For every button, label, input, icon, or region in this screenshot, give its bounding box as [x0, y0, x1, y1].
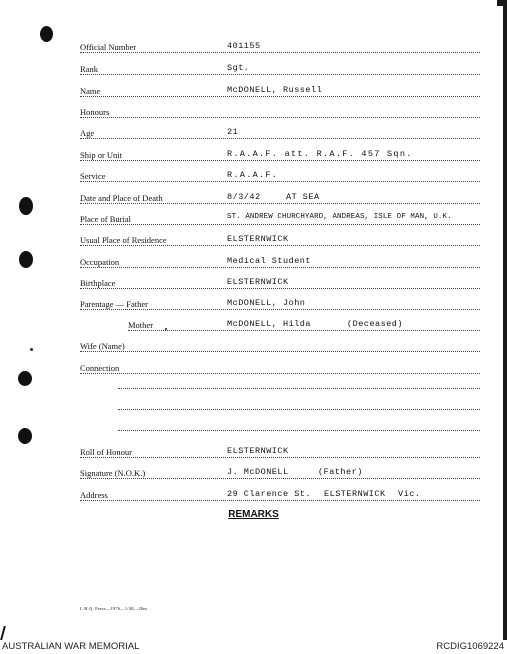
field-label: Connection: [80, 363, 120, 373]
field-value: McDONELL, Russell: [227, 85, 323, 95]
field-age: [80, 128, 480, 142]
field-signature-nok: [80, 468, 480, 482]
field-value: R.A.A.F.: [227, 170, 279, 180]
connection-line: [118, 430, 480, 431]
field-place-of-burial: [80, 214, 480, 228]
field-value: ST. ANDREW CHURCHYARD, ANDREAS, ISLE OF MAN, U.K.: [227, 213, 452, 221]
field-parentage-father: [80, 299, 480, 313]
field-label: Ship or Unit: [80, 150, 123, 160]
field-value: ELSTERNWICK: [227, 446, 289, 456]
field-label: Usual Place of Residence: [80, 235, 167, 245]
archive-footer: [0, 640, 507, 654]
field-birthplace: [80, 278, 480, 292]
print-note: L.H.Q. Press—1976—1/48—20m.: [80, 606, 149, 611]
footer-institution: AUSTRALIAN WAR MEMORIAL: [2, 641, 140, 652]
connection-line: [118, 409, 480, 410]
field-value-secondary: (Deceased): [347, 319, 404, 329]
field-label: Mother: [128, 320, 154, 330]
field-wife: [80, 341, 480, 355]
field-label: Signature (N.O.K.): [80, 468, 146, 478]
field-usual-residence: [80, 235, 480, 249]
connection-line: [118, 388, 480, 389]
scan-corner: [497, 0, 507, 6]
field-address: [80, 490, 480, 504]
field-parentage-mother: [128, 320, 480, 334]
field-connection: [80, 363, 480, 377]
field-value: 401155: [227, 41, 261, 51]
field-date-place-of-death: [80, 193, 480, 207]
field-label: Address: [80, 490, 108, 500]
punch-hole: [40, 26, 53, 42]
field-value-tertiary: Vic.: [398, 489, 421, 499]
field-value: ELSTERNWICK: [227, 277, 289, 287]
field-value: Medical Student: [227, 256, 312, 266]
punch-hole: [18, 371, 32, 386]
field-value-secondary: AT SEA: [286, 192, 320, 202]
field-value: McDONELL, Hilda: [227, 319, 312, 329]
field-label: Rank: [80, 64, 98, 74]
field-label: Name: [80, 86, 101, 96]
field-label: Honours: [80, 107, 110, 117]
field-roll-of-honour: [80, 447, 480, 461]
field-label: Birthplace: [80, 278, 116, 288]
field-label: Service: [80, 171, 106, 181]
scan-speck: [30, 348, 33, 351]
field-official-number: [80, 42, 480, 56]
field-label: Age: [80, 128, 95, 138]
field-occupation: [80, 257, 480, 271]
field-ship-or-unit: [80, 150, 480, 164]
field-service: [80, 171, 480, 185]
footer-record-id: RCDIG1069224: [436, 641, 504, 652]
punch-hole: [19, 197, 33, 215]
remarks-heading: REMARKS: [228, 509, 279, 520]
field-label: Official Number: [80, 42, 137, 52]
field-label: Date and Place of Death: [80, 193, 163, 203]
scan-edge: [503, 0, 507, 640]
field-value-secondary: ELSTERNWICK: [324, 489, 386, 499]
field-value: Sgt.: [227, 63, 250, 73]
field-value: 8/3/42: [227, 192, 261, 202]
punch-hole: [18, 428, 32, 444]
field-label: Place of Burial: [80, 214, 131, 224]
field-label: Roll of Honour: [80, 447, 132, 457]
field-value: R.A.A.F. att. R.A.F. 457 Sqn.: [227, 149, 413, 159]
field-label: Wife (Name): [80, 341, 125, 351]
field-value: ELSTERNWICK: [227, 234, 289, 244]
field-label: Occupation: [80, 257, 120, 267]
scan-mark: [0, 626, 12, 640]
field-rank: [80, 64, 480, 78]
field-value: 21: [227, 127, 239, 137]
field-name: [80, 86, 480, 100]
field-value: McDONELL, John: [227, 298, 306, 308]
field-value: 29 Clarence St.: [227, 489, 312, 499]
field-label: Parentage — Father: [80, 299, 148, 309]
field-honours: [80, 107, 480, 121]
punch-hole: [19, 251, 33, 268]
field-value: J. McDONELL: [227, 467, 289, 477]
field-value-secondary: (Father): [318, 467, 363, 477]
